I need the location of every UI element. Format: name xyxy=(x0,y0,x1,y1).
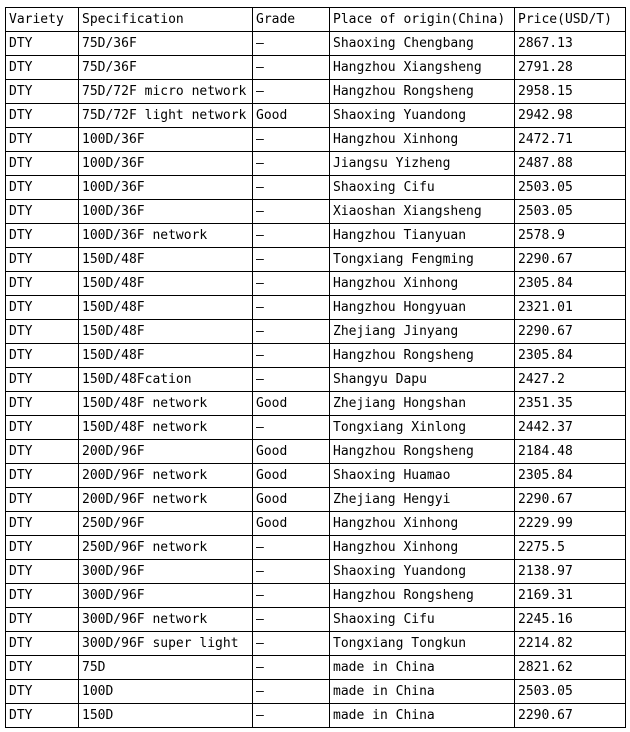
cell-grade: — xyxy=(253,416,330,440)
cell-variety: DTY xyxy=(6,488,79,512)
cell-place-of-origin: Xiaoshan Xiangsheng xyxy=(330,200,515,224)
header-specification: Specification xyxy=(79,8,253,32)
table-row xyxy=(6,536,626,560)
cell-grade: Good xyxy=(253,392,330,416)
price-table xyxy=(5,7,626,728)
cell-grade: — xyxy=(253,608,330,632)
cell-place-of-origin: Zhejiang Jinyang xyxy=(330,320,515,344)
cell-grade: — xyxy=(253,272,330,296)
cell-variety: DTY xyxy=(6,536,79,560)
cell-place-of-origin: Hangzhou Xinhong xyxy=(330,536,515,560)
cell-specification: 75D/72F light network xyxy=(79,104,253,128)
cell-price: 2503.05 xyxy=(515,680,626,704)
cell-grade: — xyxy=(253,632,330,656)
cell-grade: — xyxy=(253,368,330,392)
cell-place-of-origin: made in China xyxy=(330,656,515,680)
cell-variety: DTY xyxy=(6,296,79,320)
table-body xyxy=(6,32,626,728)
cell-variety: DTY xyxy=(6,320,79,344)
cell-specification: 150D/48F xyxy=(79,320,253,344)
cell-place-of-origin: Hangzhou Rongsheng xyxy=(330,80,515,104)
cell-specification: 100D/36F xyxy=(79,128,253,152)
cell-place-of-origin: Hangzhou Rongsheng xyxy=(330,344,515,368)
cell-place-of-origin: Zhejiang Hongshan xyxy=(330,392,515,416)
cell-grade: Good xyxy=(253,464,330,488)
cell-place-of-origin: Shaoxing Chengbang xyxy=(330,32,515,56)
cell-grade: — xyxy=(253,680,330,704)
cell-place-of-origin: made in China xyxy=(330,704,515,728)
cell-grade: — xyxy=(253,32,330,56)
cell-variety: DTY xyxy=(6,152,79,176)
cell-specification: 300D/96F xyxy=(79,584,253,608)
cell-specification: 200D/96F xyxy=(79,440,253,464)
cell-variety: DTY xyxy=(6,128,79,152)
table-row xyxy=(6,680,626,704)
cell-grade: — xyxy=(253,320,330,344)
cell-place-of-origin: Hangzhou Xinhong xyxy=(330,512,515,536)
cell-place-of-origin: Tongxiang Tongkun xyxy=(330,632,515,656)
cell-specification: 150D xyxy=(79,704,253,728)
cell-place-of-origin: Tongxiang Xinlong xyxy=(330,416,515,440)
cell-specification: 150D/48F xyxy=(79,248,253,272)
cell-grade: — xyxy=(253,704,330,728)
cell-price: 2214.82 xyxy=(515,632,626,656)
cell-variety: DTY xyxy=(6,32,79,56)
cell-specification: 100D/36F network xyxy=(79,224,253,248)
cell-variety: DTY xyxy=(6,584,79,608)
cell-specification: 150D/48F xyxy=(79,296,253,320)
cell-price: 2290.67 xyxy=(515,704,626,728)
table-row xyxy=(6,704,626,728)
cell-grade: — xyxy=(253,344,330,368)
table-row xyxy=(6,656,626,680)
cell-price: 2958.15 xyxy=(515,80,626,104)
table-row xyxy=(6,56,626,80)
cell-place-of-origin: Shaoxing Yuandong xyxy=(330,104,515,128)
cell-variety: DTY xyxy=(6,104,79,128)
cell-grade: Good xyxy=(253,488,330,512)
cell-specification: 100D/36F xyxy=(79,176,253,200)
cell-specification: 200D/96F network xyxy=(79,488,253,512)
cell-price: 2305.84 xyxy=(515,344,626,368)
cell-variety: DTY xyxy=(6,200,79,224)
cell-price: 2503.05 xyxy=(515,176,626,200)
cell-specification: 250D/96F network xyxy=(79,536,253,560)
cell-place-of-origin: Hangzhou Xiangsheng xyxy=(330,56,515,80)
table-row xyxy=(6,392,626,416)
cell-specification: 150D/48F xyxy=(79,344,253,368)
cell-specification: 100D/36F xyxy=(79,200,253,224)
cell-specification: 300D/96F network xyxy=(79,608,253,632)
cell-variety: DTY xyxy=(6,416,79,440)
table-row xyxy=(6,176,626,200)
cell-price: 2229.99 xyxy=(515,512,626,536)
cell-price: 2351.35 xyxy=(515,392,626,416)
cell-price: 2321.01 xyxy=(515,296,626,320)
header-row xyxy=(6,8,626,32)
cell-specification: 75D/36F xyxy=(79,32,253,56)
cell-price: 2169.31 xyxy=(515,584,626,608)
cell-grade: — xyxy=(253,296,330,320)
table-row xyxy=(6,248,626,272)
cell-variety: DTY xyxy=(6,704,79,728)
cell-specification: 250D/96F xyxy=(79,512,253,536)
cell-grade: — xyxy=(253,248,330,272)
cell-place-of-origin: Hangzhou Xinhong xyxy=(330,272,515,296)
cell-specification: 100D xyxy=(79,680,253,704)
cell-grade: Good xyxy=(253,440,330,464)
cell-specification: 75D/36F xyxy=(79,56,253,80)
header-variety: Variety xyxy=(6,8,79,32)
cell-price: 2305.84 xyxy=(515,272,626,296)
cell-variety: DTY xyxy=(6,272,79,296)
cell-price: 2942.98 xyxy=(515,104,626,128)
cell-variety: DTY xyxy=(6,632,79,656)
table-row xyxy=(6,296,626,320)
cell-specification: 75D xyxy=(79,656,253,680)
cell-place-of-origin: Tongxiang Fengming xyxy=(330,248,515,272)
cell-price: 2867.13 xyxy=(515,32,626,56)
cell-place-of-origin: made in China xyxy=(330,680,515,704)
header-grade: Grade xyxy=(253,8,330,32)
cell-specification: 150D/48Fcation xyxy=(79,368,253,392)
cell-grade: — xyxy=(253,152,330,176)
cell-variety: DTY xyxy=(6,248,79,272)
cell-variety: DTY xyxy=(6,656,79,680)
cell-place-of-origin: Hangzhou Rongsheng xyxy=(330,440,515,464)
cell-specification: 150D/48F network xyxy=(79,416,253,440)
cell-variety: DTY xyxy=(6,392,79,416)
cell-place-of-origin: Hangzhou Xinhong xyxy=(330,128,515,152)
table-row xyxy=(6,200,626,224)
cell-specification: 200D/96F network xyxy=(79,464,253,488)
cell-price: 2290.67 xyxy=(515,320,626,344)
cell-grade: — xyxy=(253,80,330,104)
cell-price: 2184.48 xyxy=(515,440,626,464)
table-row xyxy=(6,416,626,440)
cell-place-of-origin: Shaoxing Yuandong xyxy=(330,560,515,584)
table-row xyxy=(6,152,626,176)
cell-place-of-origin: Hangzhou Tianyuan xyxy=(330,224,515,248)
table-row xyxy=(6,272,626,296)
cell-specification: 300D/96F xyxy=(79,560,253,584)
header-place-of-origin: Place of origin(China) xyxy=(330,8,515,32)
cell-variety: DTY xyxy=(6,368,79,392)
cell-grade: — xyxy=(253,536,330,560)
cell-price: 2275.5 xyxy=(515,536,626,560)
cell-variety: DTY xyxy=(6,440,79,464)
cell-grade: Good xyxy=(253,512,330,536)
cell-variety: DTY xyxy=(6,176,79,200)
table-row xyxy=(6,224,626,248)
cell-price: 2578.9 xyxy=(515,224,626,248)
cell-specification: 150D/48F xyxy=(79,272,253,296)
cell-price: 2245.16 xyxy=(515,608,626,632)
cell-grade: Good xyxy=(253,104,330,128)
cell-variety: DTY xyxy=(6,224,79,248)
table-row xyxy=(6,440,626,464)
cell-place-of-origin: Zhejiang Hengyi xyxy=(330,488,515,512)
table-row xyxy=(6,632,626,656)
table-row xyxy=(6,488,626,512)
header-price: Price(USD/T) xyxy=(515,8,626,32)
cell-price: 2290.67 xyxy=(515,248,626,272)
cell-grade: — xyxy=(253,584,330,608)
cell-grade: — xyxy=(253,128,330,152)
cell-place-of-origin: Shaoxing Huamao xyxy=(330,464,515,488)
table-row xyxy=(6,104,626,128)
cell-variety: DTY xyxy=(6,608,79,632)
cell-price: 2821.62 xyxy=(515,656,626,680)
cell-variety: DTY xyxy=(6,56,79,80)
cell-place-of-origin: Shangyu Dapu xyxy=(330,368,515,392)
cell-grade: — xyxy=(253,200,330,224)
cell-place-of-origin: Shaoxing Cifu xyxy=(330,176,515,200)
table-row xyxy=(6,368,626,392)
cell-grade: — xyxy=(253,560,330,584)
cell-grade: — xyxy=(253,656,330,680)
table-row xyxy=(6,128,626,152)
cell-price: 2305.84 xyxy=(515,464,626,488)
cell-price: 2427.2 xyxy=(515,368,626,392)
cell-grade: — xyxy=(253,56,330,80)
cell-specification: 300D/96F super light xyxy=(79,632,253,656)
cell-variety: DTY xyxy=(6,560,79,584)
cell-place-of-origin: Hangzhou Rongsheng xyxy=(330,584,515,608)
cell-grade: — xyxy=(253,224,330,248)
table-row xyxy=(6,560,626,584)
cell-place-of-origin: Hangzhou Hongyuan xyxy=(330,296,515,320)
cell-specification: 150D/48F network xyxy=(79,392,253,416)
table-row xyxy=(6,320,626,344)
cell-specification: 100D/36F xyxy=(79,152,253,176)
table-row xyxy=(6,608,626,632)
cell-price: 2472.71 xyxy=(515,128,626,152)
cell-grade: — xyxy=(253,176,330,200)
cell-variety: DTY xyxy=(6,512,79,536)
cell-variety: DTY xyxy=(6,464,79,488)
cell-price: 2791.28 xyxy=(515,56,626,80)
cell-price: 2138.97 xyxy=(515,560,626,584)
cell-specification: 75D/72F micro network xyxy=(79,80,253,104)
cell-variety: DTY xyxy=(6,680,79,704)
table-row xyxy=(6,344,626,368)
table-row xyxy=(6,464,626,488)
table-row xyxy=(6,80,626,104)
cell-variety: DTY xyxy=(6,344,79,368)
cell-variety: DTY xyxy=(6,80,79,104)
table-row xyxy=(6,32,626,56)
table-row xyxy=(6,584,626,608)
table-row xyxy=(6,512,626,536)
cell-place-of-origin: Shaoxing Cifu xyxy=(330,608,515,632)
cell-price: 2290.67 xyxy=(515,488,626,512)
cell-price: 2487.88 xyxy=(515,152,626,176)
cell-place-of-origin: Jiangsu Yizheng xyxy=(330,152,515,176)
cell-price: 2503.05 xyxy=(515,200,626,224)
cell-price: 2442.37 xyxy=(515,416,626,440)
